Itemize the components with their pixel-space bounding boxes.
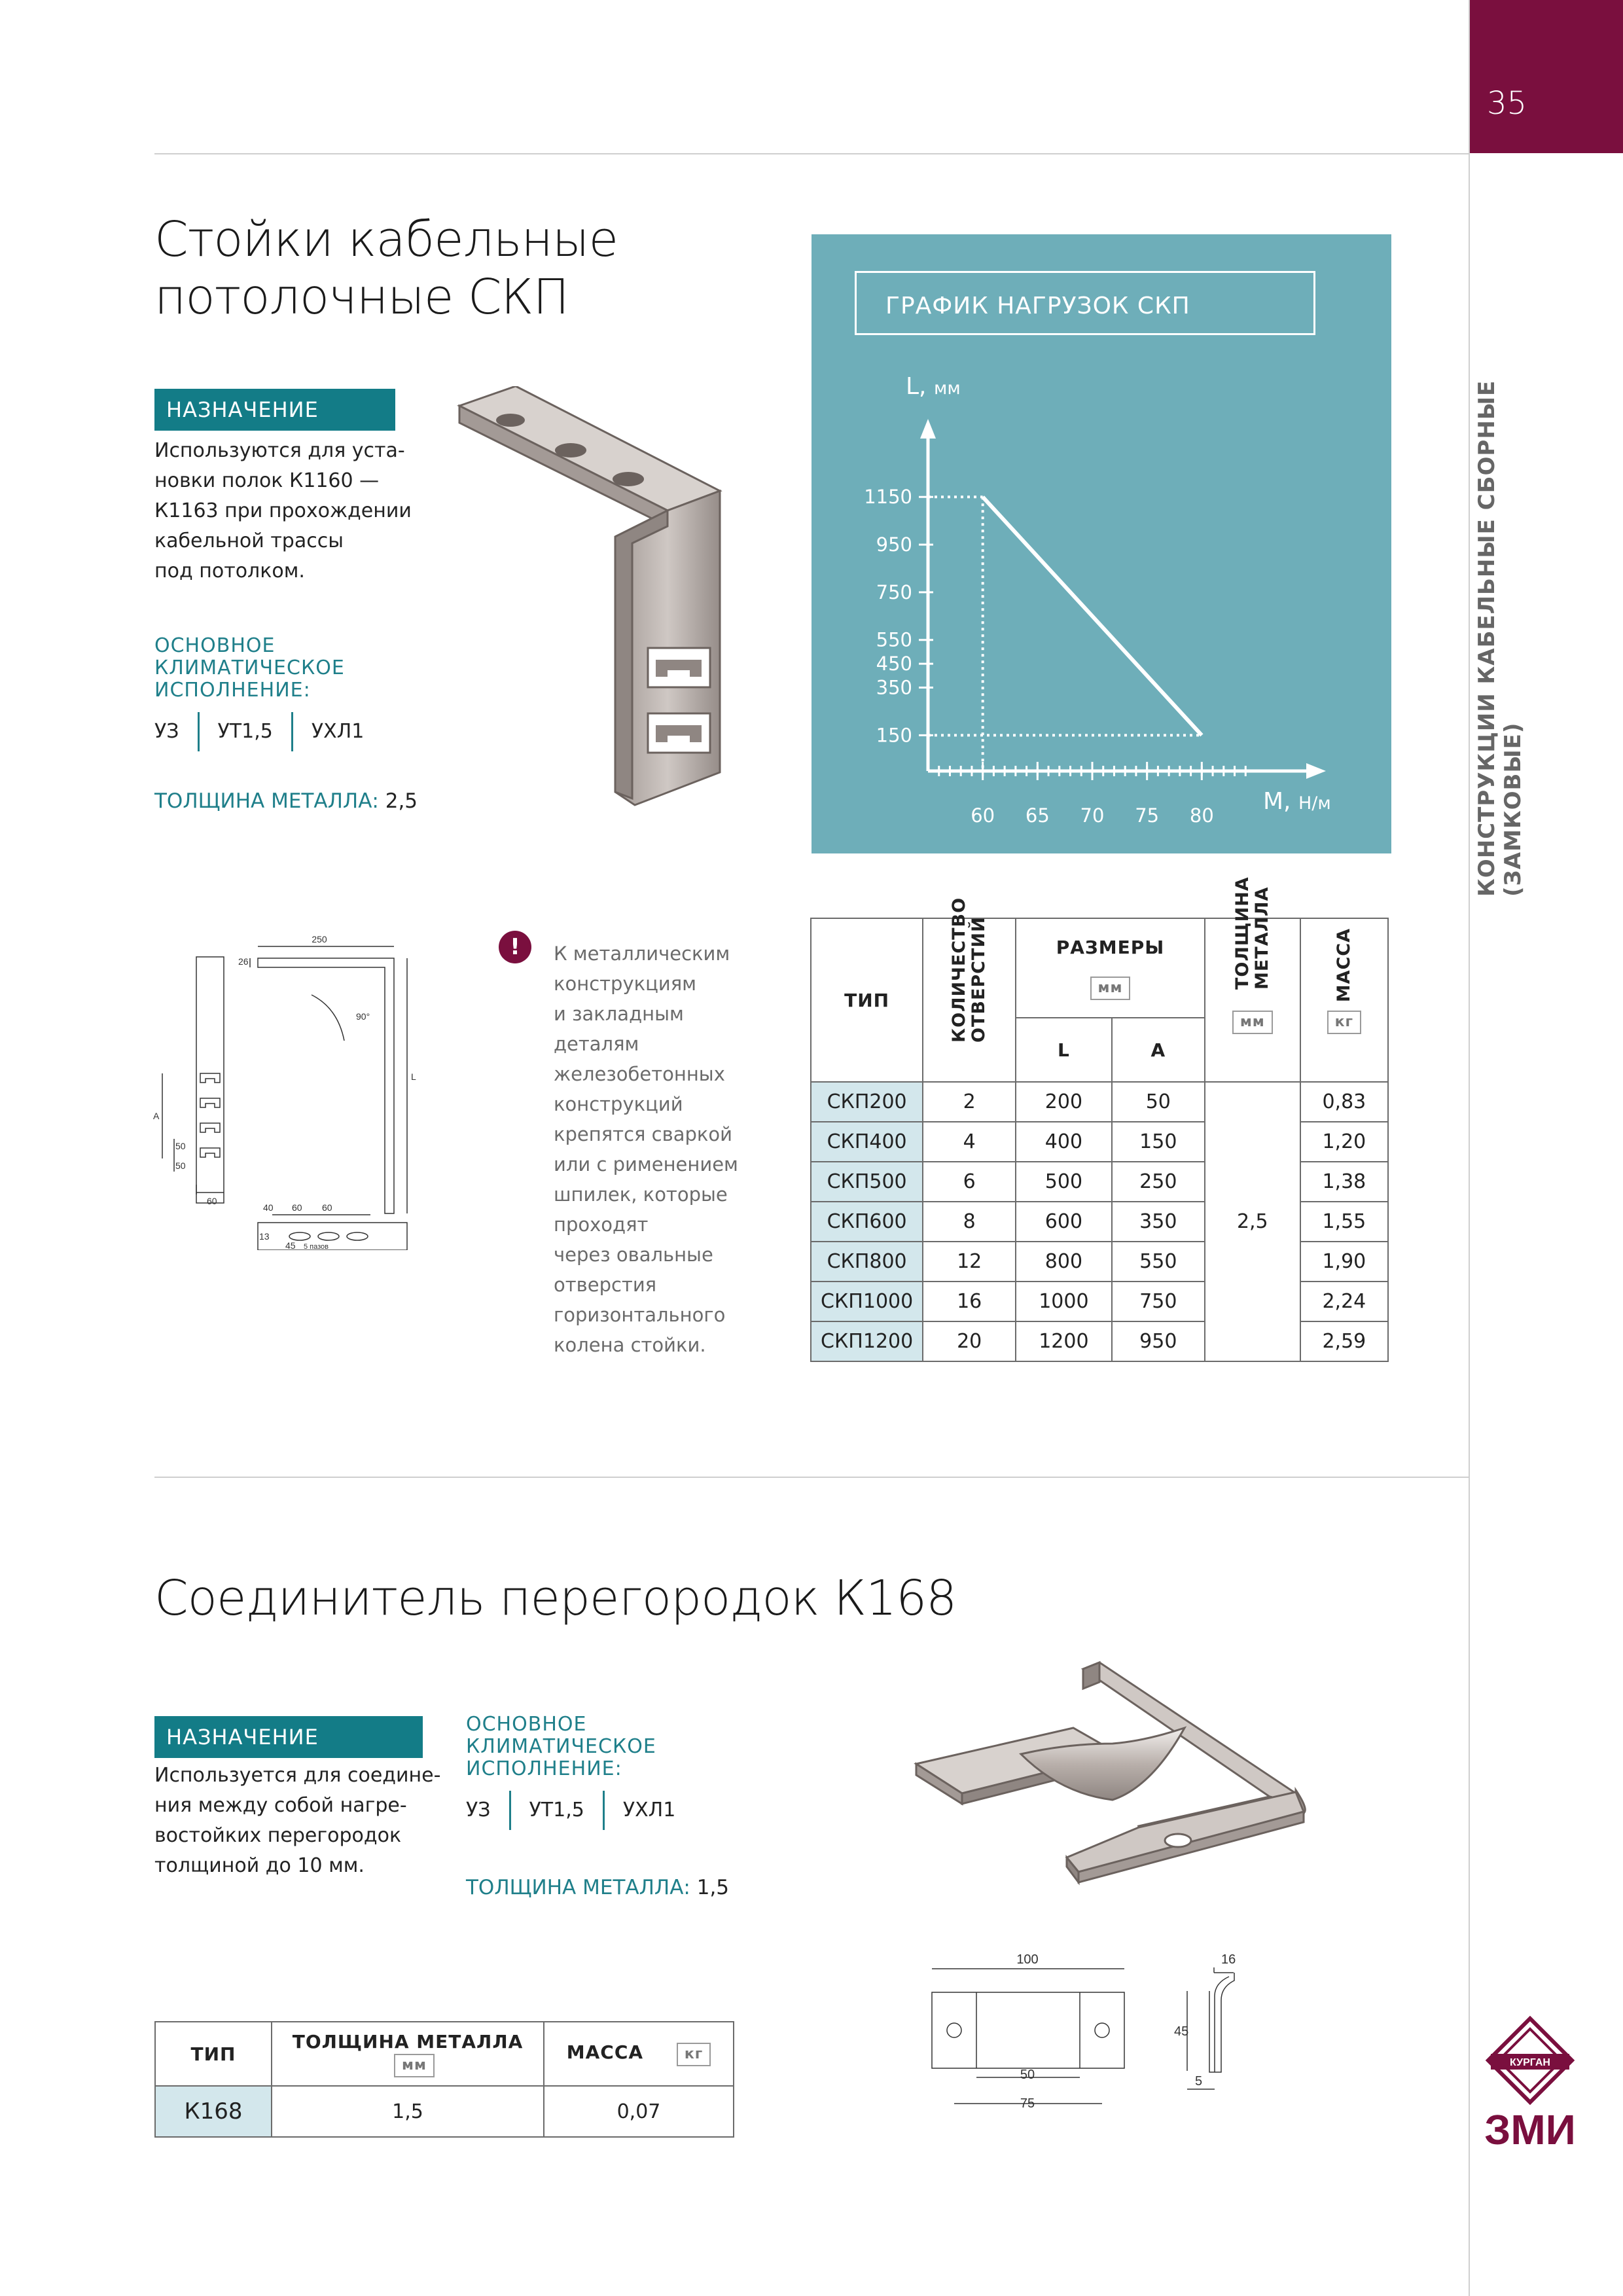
load-chart-title: ГРАФИК НАГРУЗОК СКП — [885, 293, 1190, 319]
load-series-line — [983, 497, 1202, 735]
dim-width: 250 — [312, 934, 327, 944]
x-tick-label: 60 — [971, 804, 995, 827]
purpose-line: Используются для уста- — [154, 439, 405, 462]
dim-a: A — [153, 1111, 160, 1121]
note-line: и закладным — [554, 1003, 684, 1025]
dim-50a: 50 — [175, 1141, 186, 1151]
climate-heading-line: ИСПОЛНЕНИЕ: — [466, 1757, 622, 1780]
dim-45: 45 — [285, 1240, 296, 1250]
table-row — [811, 1162, 1388, 1202]
cell-A: 950 — [1112, 1321, 1205, 1361]
table-row — [811, 1321, 1388, 1361]
cell-mass: 2,59 — [1300, 1321, 1388, 1361]
cell-A: 50 — [1112, 1082, 1205, 1122]
cell-thickness: 1,5 — [272, 2086, 544, 2137]
purpose-line: толщиной до 10 мм. — [154, 1854, 365, 1877]
note-line: отверстия — [554, 1274, 657, 1296]
section1-thickness — [154, 789, 418, 813]
cell-holes: 6 — [923, 1162, 1016, 1202]
cell-L: 600 — [1016, 1202, 1112, 1242]
climate-heading-line: ОСНОВНОЕ — [154, 634, 276, 657]
cell-mass: 0,07 — [544, 2086, 734, 2137]
k168-spec-table — [154, 2021, 734, 2138]
cell-mass: 2,24 — [1300, 1282, 1388, 1321]
middle-divider — [154, 1477, 1470, 1478]
climate-option: УТ1,5 — [509, 1791, 603, 1830]
cell-L: 200 — [1016, 1082, 1112, 1122]
note-line: деталям — [554, 1033, 639, 1055]
note-line: железобетонных — [554, 1063, 725, 1085]
table-row — [811, 1202, 1388, 1242]
x-tick-label: 70 — [1080, 804, 1105, 827]
note-line: проходят — [554, 1213, 649, 1236]
cell-mass: 1,55 — [1300, 1202, 1388, 1242]
th-L: L — [1016, 1018, 1112, 1082]
y-axis-unit: мм — [933, 378, 961, 399]
th-type: ТИП — [155, 2022, 272, 2086]
table-row — [811, 1282, 1388, 1321]
cell-A: 750 — [1112, 1282, 1205, 1321]
table-row — [155, 2086, 734, 2137]
table-row — [811, 1122, 1388, 1162]
cell-L: 500 — [1016, 1162, 1112, 1202]
dim-top: 26 — [238, 956, 249, 967]
note-line: конструкций — [554, 1093, 683, 1115]
dim-50: 50 — [1020, 2068, 1035, 2082]
cell-type: СКП600 — [811, 1202, 923, 1242]
side-title-wrap — [1474, 216, 1526, 897]
section2-climate-heading — [466, 1713, 656, 1780]
cell-A: 150 — [1112, 1122, 1205, 1162]
cell-type: СКП1000 — [811, 1282, 923, 1321]
y-tick-label: 150 — [876, 724, 912, 747]
connector-illustration — [903, 1656, 1322, 1918]
note-line: через овальные — [554, 1244, 713, 1266]
th-thickness-text: ТОЛЩИНА МЕТАЛЛА — [292, 2030, 524, 2053]
dim-13: 13 — [259, 1231, 270, 1242]
cell-type: СКП1200 — [811, 1321, 923, 1361]
y-axis-label-text: L, — [906, 373, 927, 400]
cell-mass: 1,90 — [1300, 1242, 1388, 1282]
climate-option: УЗ — [466, 1799, 491, 1821]
th-thickness-unit: мм — [1232, 1011, 1273, 1034]
cell-mass: 1,20 — [1300, 1122, 1388, 1162]
table-row — [811, 1242, 1388, 1282]
cell-thickness-all: 2,5 — [1205, 1082, 1300, 1361]
load-chart — [812, 234, 1391, 853]
cell-holes: 4 — [923, 1122, 1016, 1162]
y-tick-label: 350 — [876, 676, 912, 699]
note-line: горизонтального — [554, 1304, 726, 1326]
dim-slots: 5 пазов — [304, 1243, 329, 1250]
dim-50b: 50 — [175, 1160, 186, 1171]
purpose-line: ния между собой нагре- — [154, 1794, 407, 1817]
cell-mass: 0,83 — [1300, 1082, 1388, 1122]
cell-type: СКП200 — [811, 1082, 923, 1122]
note-line: крепятся сваркой — [554, 1123, 732, 1145]
y-tick-label: 1150 — [864, 486, 912, 509]
dim-16: 16 — [1221, 1952, 1236, 1967]
th-mass-text: МАССА — [1333, 928, 1354, 1003]
kurgan-zmi-logo — [1484, 2016, 1576, 2153]
x-tick-label: 80 — [1189, 804, 1214, 827]
section2-purpose-label: НАЗНАЧЕНИЕ — [154, 1716, 423, 1758]
cell-holes: 16 — [923, 1282, 1016, 1321]
x-tick-label: 75 — [1135, 804, 1160, 827]
table-row — [811, 1082, 1388, 1122]
th-A: A — [1112, 1018, 1205, 1082]
th-thickness — [1205, 876, 1300, 1082]
section1-climate-heading — [154, 635, 345, 702]
cell-type: СКП500 — [811, 1162, 923, 1202]
th-dims-unit: мм — [1090, 977, 1131, 1000]
dim-angle: 90° — [356, 1011, 370, 1022]
cell-holes: 12 — [923, 1242, 1016, 1282]
th-dims-text: РАЗМЕРЫ — [1056, 936, 1165, 958]
x-axis-unit: Н/м — [1298, 793, 1331, 814]
dim-100: 100 — [1016, 1952, 1039, 1967]
section1-purpose-label: НАЗНАЧЕНИЕ — [154, 389, 395, 431]
side-title: КОНСТРУКЦИИ КАБЕЛЬНЫЕ СБОРНЫЕ (ЗАМКОВЫЕ) — [1474, 380, 1526, 897]
thickness-label: ТОЛЩИНА МЕТАЛЛА: — [466, 1876, 690, 1899]
y-axis-arrow — [920, 419, 936, 439]
cell-type: СКП400 — [811, 1122, 923, 1162]
x-axis-label-text: M, — [1263, 788, 1291, 815]
y-tick-label: 550 — [876, 628, 912, 651]
dim-75: 75 — [1020, 2096, 1035, 2111]
purpose-line: кабельной трассы — [154, 529, 344, 552]
section1-title-line1: Стойки кабельные — [154, 211, 618, 268]
climate-option: УХЛ1 — [291, 712, 382, 751]
purpose-line: новки полок К1160 — — [154, 469, 380, 492]
cell-A: 250 — [1112, 1162, 1205, 1202]
section2-climate-options — [466, 1791, 694, 1830]
logo-bottom-text: ЗМИ — [1484, 2106, 1576, 2153]
th-mass-unit: кг — [1327, 1011, 1361, 1034]
dim-60b: 60 — [322, 1202, 332, 1213]
section1-climate-options — [154, 712, 382, 751]
cell-A: 350 — [1112, 1202, 1205, 1242]
th-dims — [1016, 918, 1205, 1018]
dim-bottom-60: 60 — [207, 1196, 217, 1206]
x-tick-label: 65 — [1025, 804, 1050, 827]
purpose-line: под потолком. — [154, 560, 305, 583]
section1-title — [154, 211, 618, 326]
warning-icon: ! — [499, 931, 531, 963]
cell-holes: 8 — [923, 1202, 1016, 1242]
cell-mass: 1,38 — [1300, 1162, 1388, 1202]
climate-option: УТ1,5 — [198, 712, 291, 751]
note-line: колена стойки. — [554, 1334, 706, 1356]
y-tick-label: 450 — [876, 653, 912, 675]
page-number-tab — [1470, 0, 1623, 153]
th-holes — [923, 897, 1016, 1082]
top-divider — [154, 153, 1470, 154]
skp-spec-table — [810, 876, 1389, 1362]
purpose-line: востойких перегородок — [154, 1824, 402, 1847]
climate-option: УХЛ1 — [603, 1791, 694, 1830]
section1-purpose-text — [154, 436, 412, 586]
note-line: или с рименением — [554, 1153, 738, 1175]
dim-45: 45 — [1174, 2024, 1189, 2039]
section2-thickness — [466, 1876, 729, 1899]
cell-holes: 2 — [923, 1082, 1016, 1122]
climate-heading-line: ОСНОВНОЕ — [466, 1713, 587, 1736]
cell-A: 550 — [1112, 1242, 1205, 1282]
th-holes-text: КОЛИЧЕСТВО ОТВЕРСТИЙ — [949, 897, 990, 1043]
ceiling-post-drawing — [148, 923, 429, 1250]
note-line: конструкциям — [554, 973, 697, 995]
th-thickness-unit: мм — [394, 2054, 435, 2077]
purpose-line: К1163 при прохождении — [154, 499, 412, 522]
logo-top-text: КУРГАН — [1510, 2057, 1550, 2068]
warning-note — [554, 939, 738, 1360]
dim-length: L — [411, 1071, 416, 1082]
note-line: К металлическим — [554, 942, 730, 965]
dim-5: 5 — [1195, 2074, 1203, 2089]
th-mass — [544, 2022, 734, 2086]
ceiling-post-illustration — [452, 386, 740, 812]
x-axis-arrow — [1306, 763, 1326, 779]
cell-L: 400 — [1016, 1122, 1112, 1162]
th-thickness-text: ТОЛЩИНА МЕТАЛЛА — [1232, 876, 1272, 990]
climate-heading-line: КЛИМАТИЧЕСКОЕ — [466, 1735, 656, 1758]
y-tick-label: 750 — [876, 581, 912, 603]
dim-60a: 60 — [292, 1202, 302, 1213]
th-mass — [1300, 918, 1388, 1082]
th-type: ТИП — [811, 918, 923, 1082]
cell-L: 1000 — [1016, 1282, 1112, 1321]
th-thickness — [272, 2022, 544, 2086]
cell-L: 1200 — [1016, 1321, 1112, 1361]
section2-title: Соединитель перегородок К168 — [154, 1570, 957, 1626]
thickness-label: ТОЛЩИНА МЕТАЛЛА: — [154, 789, 379, 813]
section1-title-line2: потолочные СКП — [154, 269, 569, 325]
load-chart-panel — [812, 234, 1391, 853]
thickness-value: 1,5 — [696, 1876, 730, 1899]
side-divider — [1469, 0, 1470, 2296]
y-tick-label: 950 — [876, 533, 912, 556]
climate-option: УЗ — [154, 720, 179, 743]
connector-drawing — [923, 1937, 1276, 2114]
note-line: шпилек, которые — [554, 1183, 728, 1206]
section2-purpose-text — [154, 1761, 440, 1881]
dim-40: 40 — [263, 1202, 274, 1213]
th-mass-text: МАССА — [566, 2041, 644, 2063]
climate-heading-line: ИСПОЛНЕНИЕ: — [154, 679, 311, 702]
cell-type: СКП800 — [811, 1242, 923, 1282]
th-mass-unit: кг — [677, 2043, 711, 2066]
thickness-value: 2,5 — [385, 789, 418, 813]
page-number: 35 — [1487, 85, 1527, 122]
cell-type: К168 — [155, 2086, 272, 2137]
cell-holes: 20 — [923, 1321, 1016, 1361]
cell-L: 800 — [1016, 1242, 1112, 1282]
climate-heading-line: КЛИМАТИЧЕСКОЕ — [154, 656, 345, 679]
purpose-line: Используется для соедине- — [154, 1764, 441, 1787]
